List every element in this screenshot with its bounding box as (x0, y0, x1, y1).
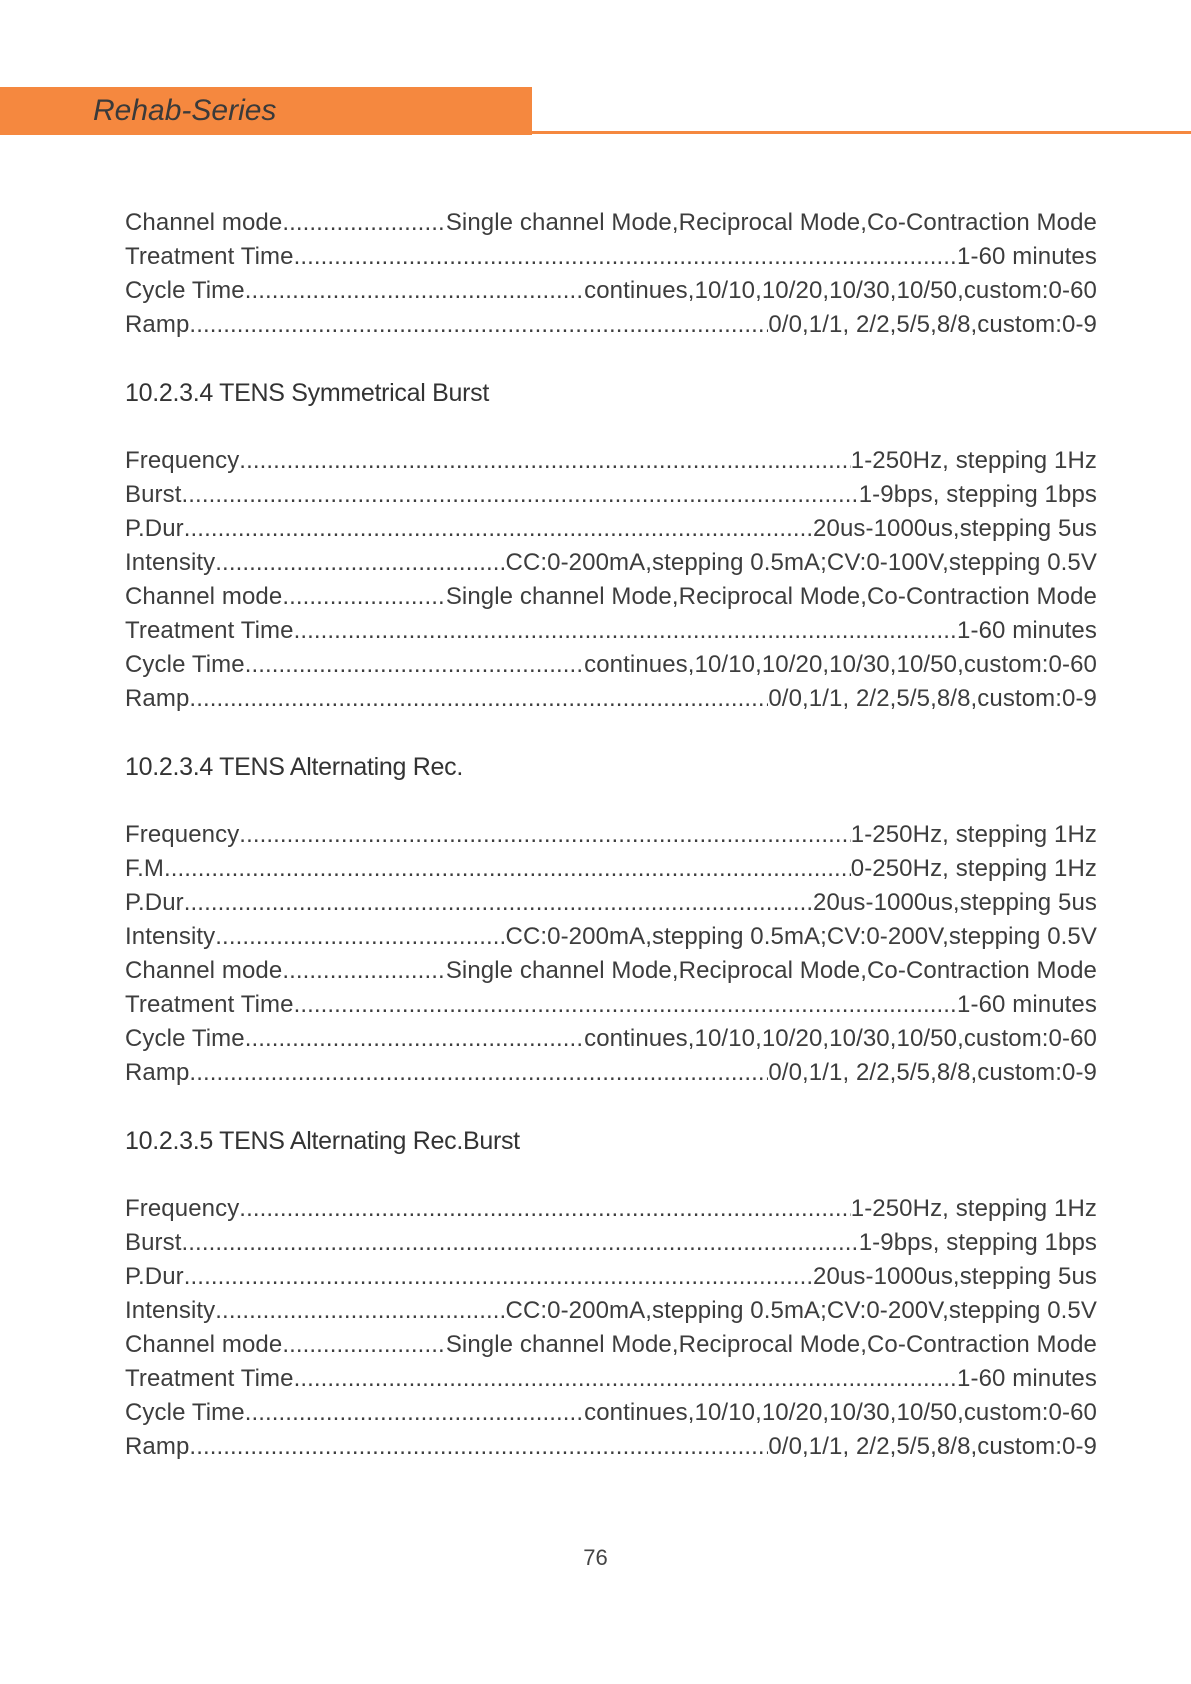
section-alternating-rec (125, 750, 1097, 1090)
spec-label: Treatment Time (125, 243, 294, 270)
spec-row-pulse-duration (125, 886, 1097, 920)
leader-dots (184, 1260, 813, 1294)
header-rule (532, 131, 1191, 134)
spec-value: 1-250Hz, stepping 1Hz (850, 447, 1097, 474)
leader-dots (184, 512, 813, 546)
spec-value: 1-250Hz, stepping 1Hz (850, 1195, 1097, 1222)
spec-row-treatment-time (125, 1362, 1097, 1396)
spec-label: Treatment Time (125, 991, 294, 1018)
section-symmetrical-burst (125, 376, 1097, 716)
spec-label: Frequency (125, 447, 240, 474)
leader-dots (239, 1192, 850, 1226)
section-heading: 10.2.3.4 TENS Symmetrical Burst (125, 379, 489, 407)
spec-label: Intensity (125, 923, 216, 950)
spec-value: 20us-1000us,stepping 5us (813, 1263, 1097, 1290)
spec-value: 1-250Hz, stepping 1Hz (850, 821, 1097, 848)
leader-dots (215, 546, 505, 580)
spec-value: CC:0-200mA,stepping 0.5mA;CV:0-200V,stepping 0.5V (505, 923, 1097, 950)
spec-row-cycle-time (125, 1396, 1097, 1430)
leader-dots (245, 1022, 584, 1056)
spec-label: Channel mode (125, 1331, 283, 1358)
spec-row-frequency (125, 1192, 1097, 1226)
spec-label: Ramp (125, 685, 190, 712)
spec-label: Cycle Time (125, 1025, 245, 1052)
leader-dots (189, 308, 768, 342)
spec-value: 1-60 minutes (957, 1365, 1097, 1392)
spec-value: Single channel Mode,Reciprocal Mode,Co-Contraction Mode (445, 957, 1097, 984)
leader-dots (239, 444, 850, 478)
leader-dots (245, 274, 584, 308)
spec-row-channel-mode (125, 206, 1097, 240)
spec-row-treatment-time (125, 988, 1097, 1022)
spec-value: continues,10/10,10/20,10/30,10/50,custom:0-60 (584, 1025, 1097, 1052)
spec-value: 1-9bps, stepping 1bps (858, 1229, 1097, 1256)
spec-row-intensity (125, 920, 1097, 954)
spec-value: 1-60 minutes (957, 991, 1097, 1018)
spec-value: Single channel Mode,Reciprocal Mode,Co-Contraction Mode (445, 583, 1097, 610)
spec-label: P.Dur (125, 1263, 184, 1290)
leader-dots (294, 1362, 957, 1396)
spec-row-cycle-time (125, 648, 1097, 682)
spec-row-burst (125, 1226, 1097, 1260)
leader-dots (282, 1328, 446, 1362)
spec-row-channel-mode (125, 1328, 1097, 1362)
spec-row-intensity (125, 1294, 1097, 1328)
spec-label: F.M (125, 855, 164, 882)
spec-value: CC:0-200mA,stepping 0.5mA;CV:0-100V,stepping 0.5V (505, 549, 1097, 576)
spec-value: Single channel Mode,Reciprocal Mode,Co-Contraction Mode (445, 1331, 1097, 1358)
spec-value: Single channel Mode,Reciprocal Mode,Co-Contraction Mode (445, 209, 1097, 236)
spec-row-ramp (125, 1056, 1097, 1090)
spec-label: Cycle Time (125, 277, 245, 304)
leader-dots (294, 988, 957, 1022)
spec-label: Channel mode (125, 957, 283, 984)
leader-dots (184, 886, 813, 920)
top-spec-group (125, 206, 1097, 342)
section-alternating-rec-burst (125, 1124, 1097, 1464)
spec-label: P.Dur (125, 889, 184, 916)
spec-row-frequency (125, 444, 1097, 478)
leader-dots (245, 1396, 584, 1430)
leader-dots (239, 818, 850, 852)
leader-dots (164, 852, 851, 886)
spec-label: Ramp (125, 1433, 190, 1460)
leader-dots (182, 478, 859, 512)
spec-label: Intensity (125, 1297, 216, 1324)
spec-row-treatment-time (125, 240, 1097, 274)
leader-dots (182, 1226, 859, 1260)
spec-label: Cycle Time (125, 1399, 245, 1426)
spec-value: continues,10/10,10/20,10/30,10/50,custom:0-60 (584, 1399, 1097, 1426)
spec-value: 1-60 minutes (957, 243, 1097, 270)
leader-dots (282, 206, 446, 240)
leader-dots (189, 682, 768, 716)
leader-dots (215, 920, 505, 954)
spec-row-treatment-time (125, 614, 1097, 648)
spec-label: Burst (125, 481, 182, 508)
spec-row-ramp (125, 308, 1097, 342)
spec-label: Treatment Time (125, 617, 294, 644)
spec-value: 1-60 minutes (957, 617, 1097, 644)
spec-label: P.Dur (125, 515, 184, 542)
spec-row-burst (125, 478, 1097, 512)
leader-dots (282, 580, 446, 614)
spec-row-fm (125, 852, 1097, 886)
spec-label: Channel mode (125, 583, 283, 610)
leader-dots (189, 1430, 768, 1464)
leader-dots (282, 954, 446, 988)
spec-label: Burst (125, 1229, 182, 1256)
spec-value: 0/0,1/1, 2/2,5/5,8/8,custom:0-9 (768, 1433, 1097, 1460)
spec-value: continues,10/10,10/20,10/30,10/50,custom:0-60 (584, 651, 1097, 678)
header-title: Rehab-Series (93, 94, 277, 127)
spec-label: Ramp (125, 311, 190, 338)
spec-value: 0/0,1/1, 2/2,5/5,8/8,custom:0-9 (768, 311, 1097, 338)
spec-row-ramp (125, 1430, 1097, 1464)
spec-row-channel-mode (125, 580, 1097, 614)
spec-label: Frequency (125, 821, 240, 848)
leader-dots (294, 614, 957, 648)
spec-value: 0/0,1/1, 2/2,5/5,8/8,custom:0-9 (768, 1059, 1097, 1086)
spec-row-intensity (125, 546, 1097, 580)
spec-value: 1-9bps, stepping 1bps (858, 481, 1097, 508)
section-heading: 10.2.3.5 TENS Alternating Rec.Burst (125, 1127, 520, 1155)
spec-value: 20us-1000us,stepping 5us (813, 515, 1097, 542)
spec-label: Cycle Time (125, 651, 245, 678)
spec-row-frequency (125, 818, 1097, 852)
spec-label: Ramp (125, 1059, 190, 1086)
leader-dots (245, 648, 584, 682)
spec-value: 0-250Hz, stepping 1Hz (850, 855, 1097, 882)
leader-dots (294, 240, 957, 274)
spec-label: Channel mode (125, 209, 283, 236)
spec-label: Treatment Time (125, 1365, 294, 1392)
spec-row-cycle-time (125, 1022, 1097, 1056)
spec-row-pulse-duration (125, 512, 1097, 546)
spec-row-channel-mode (125, 954, 1097, 988)
page-number: 76 (583, 1545, 608, 1570)
spec-content (125, 206, 1097, 1464)
spec-row-ramp (125, 682, 1097, 716)
section-heading: 10.2.3.4 TENS Alternating Rec. (125, 753, 463, 781)
spec-value: 20us-1000us,stepping 5us (813, 889, 1097, 916)
leader-dots (215, 1294, 505, 1328)
spec-row-cycle-time (125, 274, 1097, 308)
leader-dots (189, 1056, 768, 1090)
spec-value: CC:0-200mA,stepping 0.5mA;CV:0-200V,stepping 0.5V (505, 1297, 1097, 1324)
spec-value: 0/0,1/1, 2/2,5/5,8/8,custom:0-9 (768, 685, 1097, 712)
spec-row-pulse-duration (125, 1260, 1097, 1294)
spec-value: continues,10/10,10/20,10/30,10/50,custom:0-60 (584, 277, 1097, 304)
spec-label: Intensity (125, 549, 216, 576)
spec-label: Frequency (125, 1195, 240, 1222)
